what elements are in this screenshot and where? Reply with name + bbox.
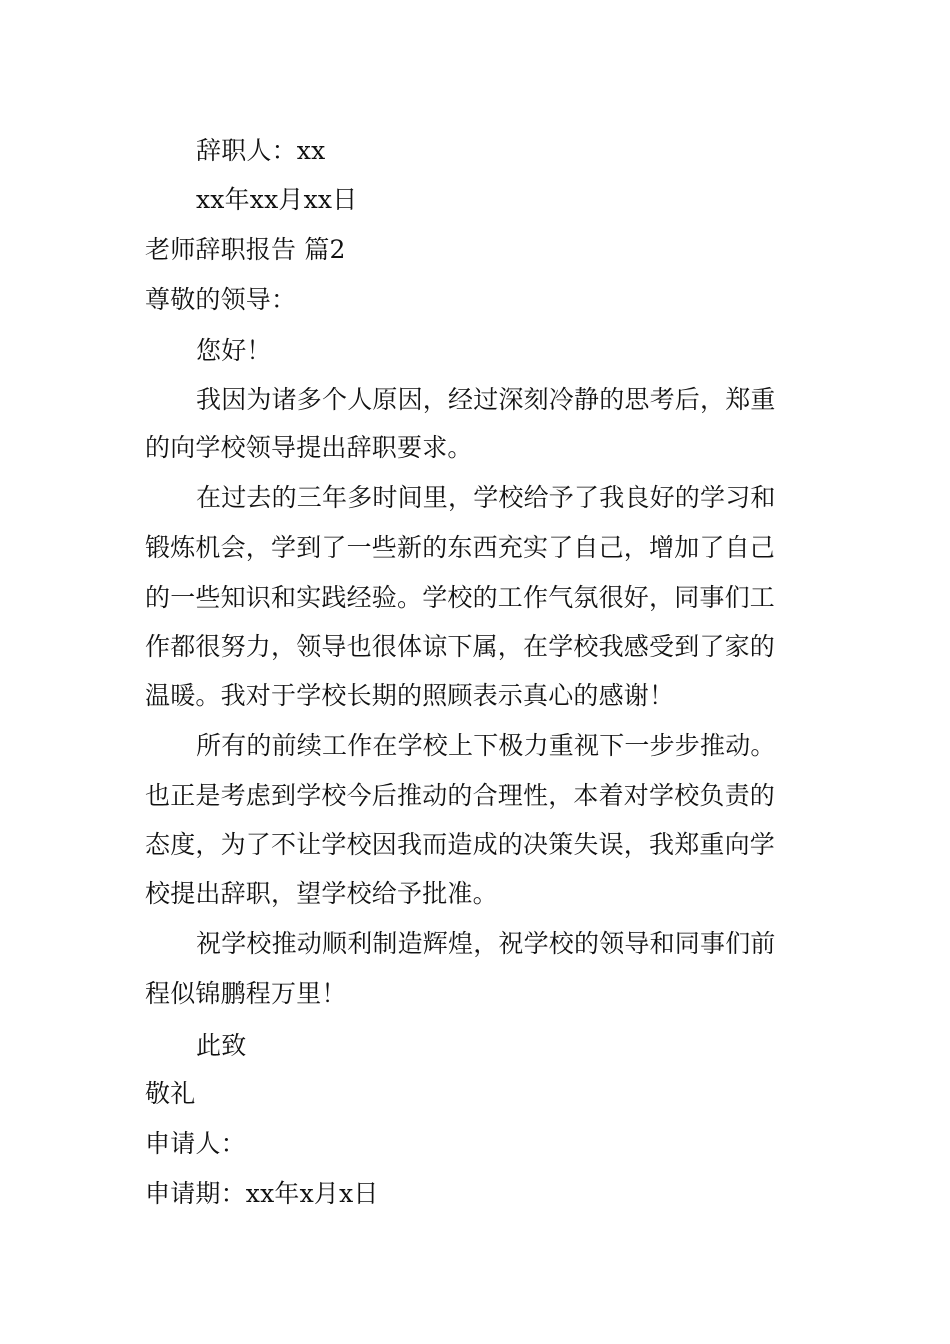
resigner-line: 辞职人：xx	[196, 136, 326, 165]
paragraph-1-line-1: 我因为诸多个人原因，经过深刻冷静的思考后，郑重	[196, 385, 776, 414]
paragraph-2-line-5: 温暖。我对于学校长期的照顾表示真心的感谢！	[145, 681, 675, 710]
paragraph-2-line-1: 在过去的三年多时间里，学校给予了我良好的学习和	[196, 483, 776, 512]
paragraph-2-line-2: 锻炼机会，学到了一些新的东西充实了自己，增加了自己	[145, 533, 776, 562]
closing-phrase: 此致	[196, 1031, 247, 1060]
paragraph-3-line-1: 所有的前续工作在学校上下极力重视下一步步推动。	[196, 731, 776, 760]
paragraph-4-line-1: 祝学校推动顺利制造辉煌，祝学校的领导和同事们前	[196, 929, 776, 958]
application-date-line: 申请期：xx年x月x日	[145, 1179, 379, 1208]
date-line: xx年xx月xx日	[196, 185, 358, 214]
paragraph-2-line-4: 作都很努力，领导也很体谅下属，在学校我感受到了家的	[145, 632, 776, 661]
paragraph-2-line-3: 的一些知识和实践经验。学校的工作气氛很好，同事们工	[145, 583, 776, 612]
salutation: 尊敬的领导：	[145, 285, 297, 314]
paragraph-3-line-2: 也正是考虑到学校今后推动的合理性，本着对学校负责的	[145, 781, 776, 810]
paragraph-4-line-2: 程似锦鹏程万里！	[145, 979, 347, 1008]
paragraph-3-line-4: 校提出辞职，望学校给予批准。	[145, 879, 498, 908]
paragraph-3-line-3: 态度，为了不让学校因我而造成的决策失误，我郑重向学	[145, 830, 776, 859]
applicant-line: 申请人：	[145, 1129, 246, 1158]
closing-salute: 敬礼	[145, 1079, 196, 1108]
paragraph-1-line-2: 的向学校领导提出辞职要求。	[145, 433, 473, 462]
greeting: 您好！	[196, 336, 272, 365]
section-title: 老师辞职报告 篇2	[145, 235, 346, 264]
